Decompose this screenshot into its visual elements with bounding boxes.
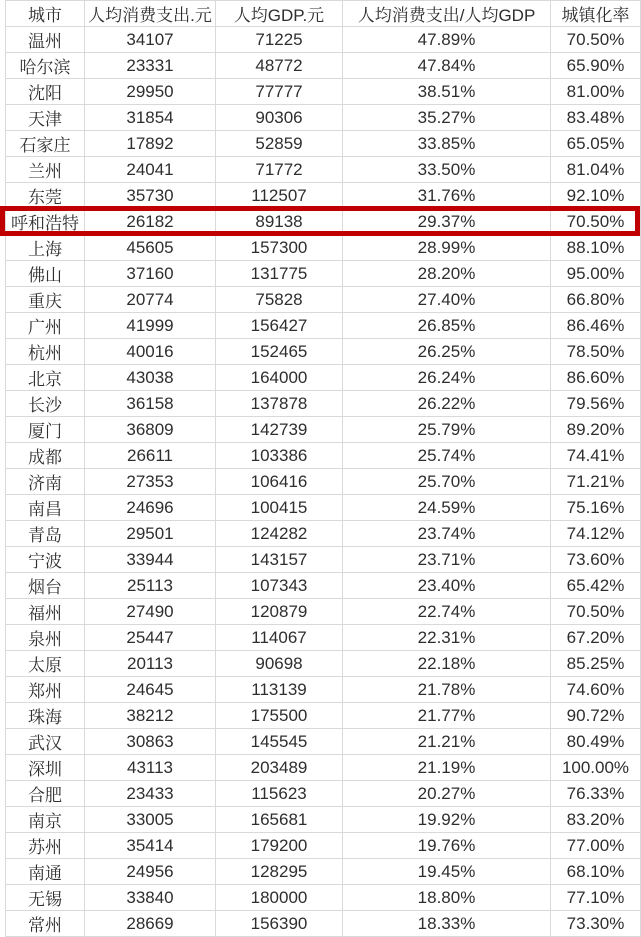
table-row bbox=[6, 859, 641, 885]
city-data-table bbox=[5, 0, 641, 937]
consumption-cell[interactable]: 26611 bbox=[85, 443, 216, 469]
table-row bbox=[6, 651, 641, 677]
table-row bbox=[6, 781, 641, 807]
consumption-cell[interactable]: 28669 bbox=[85, 911, 216, 937]
table-row bbox=[6, 469, 641, 495]
table-row bbox=[6, 313, 641, 339]
gdp-cell[interactable]: 115623 bbox=[216, 781, 343, 807]
ratio-cell[interactable]: 21.21% bbox=[343, 729, 551, 755]
table-row bbox=[6, 729, 641, 755]
urbanization-cell[interactable]: 65.90% bbox=[551, 53, 641, 79]
urbanization-cell[interactable]: 81.00% bbox=[551, 79, 641, 105]
gdp-cell[interactable]: 90698 bbox=[216, 651, 343, 677]
consumption-cell[interactable]: 33005 bbox=[85, 807, 216, 833]
table-row bbox=[6, 573, 641, 599]
city-cell[interactable]: 泉州 bbox=[6, 625, 85, 651]
urbanization-cell[interactable]: 86.46% bbox=[551, 313, 641, 339]
ratio-cell[interactable]: 33.50% bbox=[343, 157, 551, 183]
city-cell[interactable]: 石家庄 bbox=[6, 131, 85, 157]
urbanization-cell[interactable]: 70.50% bbox=[551, 27, 641, 53]
consumption-cell[interactable]: 29501 bbox=[85, 521, 216, 547]
urbanization-cell[interactable]: 70.50% bbox=[551, 209, 641, 235]
consumption-cell[interactable]: 29950 bbox=[85, 79, 216, 105]
header-urbanization[interactable]: 城镇化率 bbox=[551, 1, 641, 27]
gdp-cell[interactable]: 164000 bbox=[216, 365, 343, 391]
gdp-cell[interactable]: 180000 bbox=[216, 885, 343, 911]
gdp-cell[interactable]: 106416 bbox=[216, 469, 343, 495]
consumption-cell[interactable]: 43038 bbox=[85, 365, 216, 391]
table-row bbox=[6, 911, 641, 937]
gdp-cell[interactable]: 145545 bbox=[216, 729, 343, 755]
urbanization-cell[interactable]: 74.12% bbox=[551, 521, 641, 547]
gdp-cell[interactable]: 131775 bbox=[216, 261, 343, 287]
gdp-cell[interactable]: 103386 bbox=[216, 443, 343, 469]
ratio-cell[interactable]: 19.45% bbox=[343, 859, 551, 885]
ratio-cell[interactable]: 26.22% bbox=[343, 391, 551, 417]
ratio-cell[interactable]: 22.31% bbox=[343, 625, 551, 651]
table-row bbox=[6, 209, 641, 235]
table-row bbox=[6, 885, 641, 911]
ratio-cell[interactable]: 33.85% bbox=[343, 131, 551, 157]
urbanization-cell[interactable]: 68.10% bbox=[551, 859, 641, 885]
table-row bbox=[6, 391, 641, 417]
header-ratio[interactable]: 人均消费支出/人均GDP bbox=[343, 1, 551, 27]
city-cell[interactable]: 郑州 bbox=[6, 677, 85, 703]
urbanization-cell[interactable]: 73.30% bbox=[551, 911, 641, 937]
urbanization-cell[interactable]: 88.10% bbox=[551, 235, 641, 261]
consumption-cell[interactable]: 25447 bbox=[85, 625, 216, 651]
city-cell[interactable]: 武汉 bbox=[6, 729, 85, 755]
ratio-cell[interactable]: 25.70% bbox=[343, 469, 551, 495]
city-cell[interactable]: 无锡 bbox=[6, 885, 85, 911]
gdp-cell[interactable]: 100415 bbox=[216, 495, 343, 521]
urbanization-cell[interactable]: 85.25% bbox=[551, 651, 641, 677]
consumption-cell[interactable]: 35730 bbox=[85, 183, 216, 209]
table-row bbox=[6, 677, 641, 703]
gdp-cell[interactable]: 77777 bbox=[216, 79, 343, 105]
gdp-cell[interactable]: 112507 bbox=[216, 183, 343, 209]
table-row bbox=[6, 131, 641, 157]
city-cell[interactable]: 哈尔滨 bbox=[6, 53, 85, 79]
consumption-cell[interactable]: 17892 bbox=[85, 131, 216, 157]
urbanization-cell[interactable]: 65.42% bbox=[551, 573, 641, 599]
ratio-cell[interactable]: 24.59% bbox=[343, 495, 551, 521]
ratio-cell[interactable]: 19.92% bbox=[343, 807, 551, 833]
gdp-cell[interactable]: 157300 bbox=[216, 235, 343, 261]
gdp-cell[interactable]: 48772 bbox=[216, 53, 343, 79]
consumption-cell[interactable]: 27490 bbox=[85, 599, 216, 625]
urbanization-cell[interactable]: 77.10% bbox=[551, 885, 641, 911]
table-row bbox=[6, 755, 641, 781]
table-row bbox=[6, 261, 641, 287]
consumption-cell[interactable]: 33944 bbox=[85, 547, 216, 573]
table-row bbox=[6, 287, 641, 313]
ratio-cell[interactable]: 27.40% bbox=[343, 287, 551, 313]
ratio-cell[interactable]: 28.99% bbox=[343, 235, 551, 261]
consumption-cell[interactable]: 24041 bbox=[85, 157, 216, 183]
table-row bbox=[6, 807, 641, 833]
ratio-cell[interactable]: 38.51% bbox=[343, 79, 551, 105]
urbanization-cell[interactable]: 67.20% bbox=[551, 625, 641, 651]
city-cell[interactable]: 烟台 bbox=[6, 573, 85, 599]
gdp-cell[interactable]: 52859 bbox=[216, 131, 343, 157]
gdp-cell[interactable]: 124282 bbox=[216, 521, 343, 547]
ratio-cell[interactable]: 21.78% bbox=[343, 677, 551, 703]
ratio-cell[interactable]: 23.74% bbox=[343, 521, 551, 547]
city-cell[interactable]: 济南 bbox=[6, 469, 85, 495]
consumption-cell[interactable]: 23331 bbox=[85, 53, 216, 79]
gdp-cell[interactable]: 179200 bbox=[216, 833, 343, 859]
urbanization-cell[interactable]: 79.56% bbox=[551, 391, 641, 417]
urbanization-cell[interactable]: 92.10% bbox=[551, 183, 641, 209]
table-row bbox=[6, 157, 641, 183]
ratio-cell[interactable]: 47.89% bbox=[343, 27, 551, 53]
city-cell[interactable]: 苏州 bbox=[6, 833, 85, 859]
urbanization-cell[interactable]: 86.60% bbox=[551, 365, 641, 391]
city-cell[interactable]: 重庆 bbox=[6, 287, 85, 313]
city-cell[interactable]: 深圳 bbox=[6, 755, 85, 781]
ratio-cell[interactable]: 35.27% bbox=[343, 105, 551, 131]
table-body bbox=[6, 27, 641, 937]
city-cell[interactable]: 沈阳 bbox=[6, 79, 85, 105]
table-header bbox=[6, 1, 641, 27]
header-consumption[interactable]: 人均消费支出.元 bbox=[85, 1, 216, 27]
consumption-cell[interactable]: 37160 bbox=[85, 261, 216, 287]
city-cell[interactable]: 常州 bbox=[6, 911, 85, 937]
table-row bbox=[6, 183, 641, 209]
consumption-cell[interactable]: 40016 bbox=[85, 339, 216, 365]
header-gdp[interactable]: 人均GDP.元 bbox=[216, 1, 343, 27]
table-row bbox=[6, 235, 641, 261]
city-cell[interactable]: 广州 bbox=[6, 313, 85, 339]
gdp-cell[interactable]: 142739 bbox=[216, 417, 343, 443]
urbanization-cell[interactable]: 89.20% bbox=[551, 417, 641, 443]
city-cell[interactable]: 合肥 bbox=[6, 781, 85, 807]
table-row bbox=[6, 547, 641, 573]
gdp-cell[interactable]: 128295 bbox=[216, 859, 343, 885]
consumption-cell[interactable]: 30863 bbox=[85, 729, 216, 755]
header-city[interactable]: 城市 bbox=[6, 1, 85, 27]
ratio-cell[interactable]: 21.19% bbox=[343, 755, 551, 781]
urbanization-cell[interactable]: 80.49% bbox=[551, 729, 641, 755]
table-row bbox=[6, 599, 641, 625]
gdp-cell[interactable]: 71225 bbox=[216, 27, 343, 53]
ratio-cell[interactable]: 29.37% bbox=[343, 209, 551, 235]
gdp-cell[interactable]: 175500 bbox=[216, 703, 343, 729]
gdp-cell[interactable]: 75828 bbox=[216, 287, 343, 313]
consumption-cell[interactable]: 41999 bbox=[85, 313, 216, 339]
ratio-cell[interactable]: 47.84% bbox=[343, 53, 551, 79]
gdp-cell[interactable]: 156390 bbox=[216, 911, 343, 937]
consumption-cell[interactable]: 20113 bbox=[85, 651, 216, 677]
city-cell[interactable]: 杭州 bbox=[6, 339, 85, 365]
ratio-cell[interactable]: 26.24% bbox=[343, 365, 551, 391]
consumption-cell[interactable]: 45605 bbox=[85, 235, 216, 261]
city-cell[interactable]: 温州 bbox=[6, 27, 85, 53]
gdp-cell[interactable]: 143157 bbox=[216, 547, 343, 573]
ratio-cell[interactable]: 21.77% bbox=[343, 703, 551, 729]
table-row bbox=[6, 27, 641, 53]
ratio-cell[interactable]: 18.33% bbox=[343, 911, 551, 937]
ratio-cell[interactable]: 20.27% bbox=[343, 781, 551, 807]
city-cell[interactable]: 成都 bbox=[6, 443, 85, 469]
gdp-cell[interactable]: 152465 bbox=[216, 339, 343, 365]
city-cell[interactable]: 长沙 bbox=[6, 391, 85, 417]
gdp-cell[interactable]: 71772 bbox=[216, 157, 343, 183]
ratio-cell[interactable]: 28.20% bbox=[343, 261, 551, 287]
table-row bbox=[6, 703, 641, 729]
consumption-cell[interactable]: 24956 bbox=[85, 859, 216, 885]
consumption-cell[interactable]: 26182 bbox=[85, 209, 216, 235]
city-cell[interactable]: 珠海 bbox=[6, 703, 85, 729]
header-row bbox=[6, 1, 641, 27]
table-row bbox=[6, 833, 641, 859]
table-row bbox=[6, 495, 641, 521]
consumption-cell[interactable]: 43113 bbox=[85, 755, 216, 781]
ratio-cell[interactable]: 19.76% bbox=[343, 833, 551, 859]
city-cell[interactable]: 北京 bbox=[6, 365, 85, 391]
city-cell[interactable]: 天津 bbox=[6, 105, 85, 131]
city-cell[interactable]: 福州 bbox=[6, 599, 85, 625]
city-cell[interactable]: 宁波 bbox=[6, 547, 85, 573]
ratio-cell[interactable]: 25.74% bbox=[343, 443, 551, 469]
ratio-cell[interactable]: 26.25% bbox=[343, 339, 551, 365]
consumption-cell[interactable]: 25113 bbox=[85, 573, 216, 599]
table-row bbox=[6, 443, 641, 469]
urbanization-cell[interactable]: 70.50% bbox=[551, 599, 641, 625]
gdp-cell[interactable]: 107343 bbox=[216, 573, 343, 599]
consumption-cell[interactable]: 31854 bbox=[85, 105, 216, 131]
urbanization-cell[interactable]: 66.80% bbox=[551, 287, 641, 313]
urbanization-cell[interactable]: 95.00% bbox=[551, 261, 641, 287]
urbanization-cell[interactable]: 78.50% bbox=[551, 339, 641, 365]
city-cell[interactable]: 青岛 bbox=[6, 521, 85, 547]
consumption-cell[interactable]: 20774 bbox=[85, 287, 216, 313]
table-row bbox=[6, 339, 641, 365]
urbanization-cell[interactable]: 76.33% bbox=[551, 781, 641, 807]
table-row bbox=[6, 105, 641, 131]
urbanization-cell[interactable]: 74.60% bbox=[551, 677, 641, 703]
ratio-cell[interactable]: 23.40% bbox=[343, 573, 551, 599]
table-row bbox=[6, 365, 641, 391]
gdp-cell[interactable]: 114067 bbox=[216, 625, 343, 651]
urbanization-cell[interactable]: 65.05% bbox=[551, 131, 641, 157]
city-cell[interactable]: 南京 bbox=[6, 807, 85, 833]
city-cell[interactable]: 佛山 bbox=[6, 261, 85, 287]
consumption-cell[interactable]: 38212 bbox=[85, 703, 216, 729]
ratio-cell[interactable]: 22.18% bbox=[343, 651, 551, 677]
urbanization-cell[interactable]: 74.41% bbox=[551, 443, 641, 469]
city-cell[interactable]: 东莞 bbox=[6, 183, 85, 209]
city-cell[interactable]: 兰州 bbox=[6, 157, 85, 183]
table-row bbox=[6, 521, 641, 547]
urbanization-cell[interactable]: 81.04% bbox=[551, 157, 641, 183]
urbanization-cell[interactable]: 100.00% bbox=[551, 755, 641, 781]
consumption-cell[interactable]: 33840 bbox=[85, 885, 216, 911]
urbanization-cell[interactable]: 73.60% bbox=[551, 547, 641, 573]
urbanization-cell[interactable]: 71.21% bbox=[551, 469, 641, 495]
table-row bbox=[6, 625, 641, 651]
city-cell[interactable]: 厦门 bbox=[6, 417, 85, 443]
urbanization-cell[interactable]: 83.48% bbox=[551, 105, 641, 131]
gdp-cell[interactable]: 113139 bbox=[216, 677, 343, 703]
city-cell[interactable]: 上海 bbox=[6, 235, 85, 261]
city-cell[interactable]: 南通 bbox=[6, 859, 85, 885]
gdp-cell[interactable]: 89138 bbox=[216, 209, 343, 235]
consumption-cell[interactable]: 24696 bbox=[85, 495, 216, 521]
ratio-cell[interactable]: 23.71% bbox=[343, 547, 551, 573]
consumption-cell[interactable]: 35414 bbox=[85, 833, 216, 859]
gdp-cell[interactable]: 137878 bbox=[216, 391, 343, 417]
consumption-cell[interactable]: 27353 bbox=[85, 469, 216, 495]
gdp-cell[interactable]: 203489 bbox=[216, 755, 343, 781]
consumption-cell[interactable]: 24645 bbox=[85, 677, 216, 703]
ratio-cell[interactable]: 25.79% bbox=[343, 417, 551, 443]
consumption-cell[interactable]: 34107 bbox=[85, 27, 216, 53]
consumption-cell[interactable]: 36158 bbox=[85, 391, 216, 417]
ratio-cell[interactable]: 31.76% bbox=[343, 183, 551, 209]
ratio-cell[interactable]: 18.80% bbox=[343, 885, 551, 911]
urbanization-cell[interactable]: 90.72% bbox=[551, 703, 641, 729]
table-row bbox=[6, 79, 641, 105]
city-cell[interactable]: 呼和浩特 bbox=[6, 209, 85, 235]
ratio-cell[interactable]: 22.74% bbox=[343, 599, 551, 625]
city-cell[interactable]: 南昌 bbox=[6, 495, 85, 521]
gdp-cell[interactable]: 90306 bbox=[216, 105, 343, 131]
urbanization-cell[interactable]: 75.16% bbox=[551, 495, 641, 521]
gdp-cell[interactable]: 120879 bbox=[216, 599, 343, 625]
table-row bbox=[6, 53, 641, 79]
gdp-cell[interactable]: 156427 bbox=[216, 313, 343, 339]
table-row bbox=[6, 417, 641, 443]
urbanization-cell[interactable]: 83.20% bbox=[551, 807, 641, 833]
city-cell[interactable]: 太原 bbox=[6, 651, 85, 677]
consumption-cell[interactable]: 36809 bbox=[85, 417, 216, 443]
urbanization-cell[interactable]: 77.00% bbox=[551, 833, 641, 859]
ratio-cell[interactable]: 26.85% bbox=[343, 313, 551, 339]
consumption-cell[interactable]: 23433 bbox=[85, 781, 216, 807]
gdp-cell[interactable]: 165681 bbox=[216, 807, 343, 833]
